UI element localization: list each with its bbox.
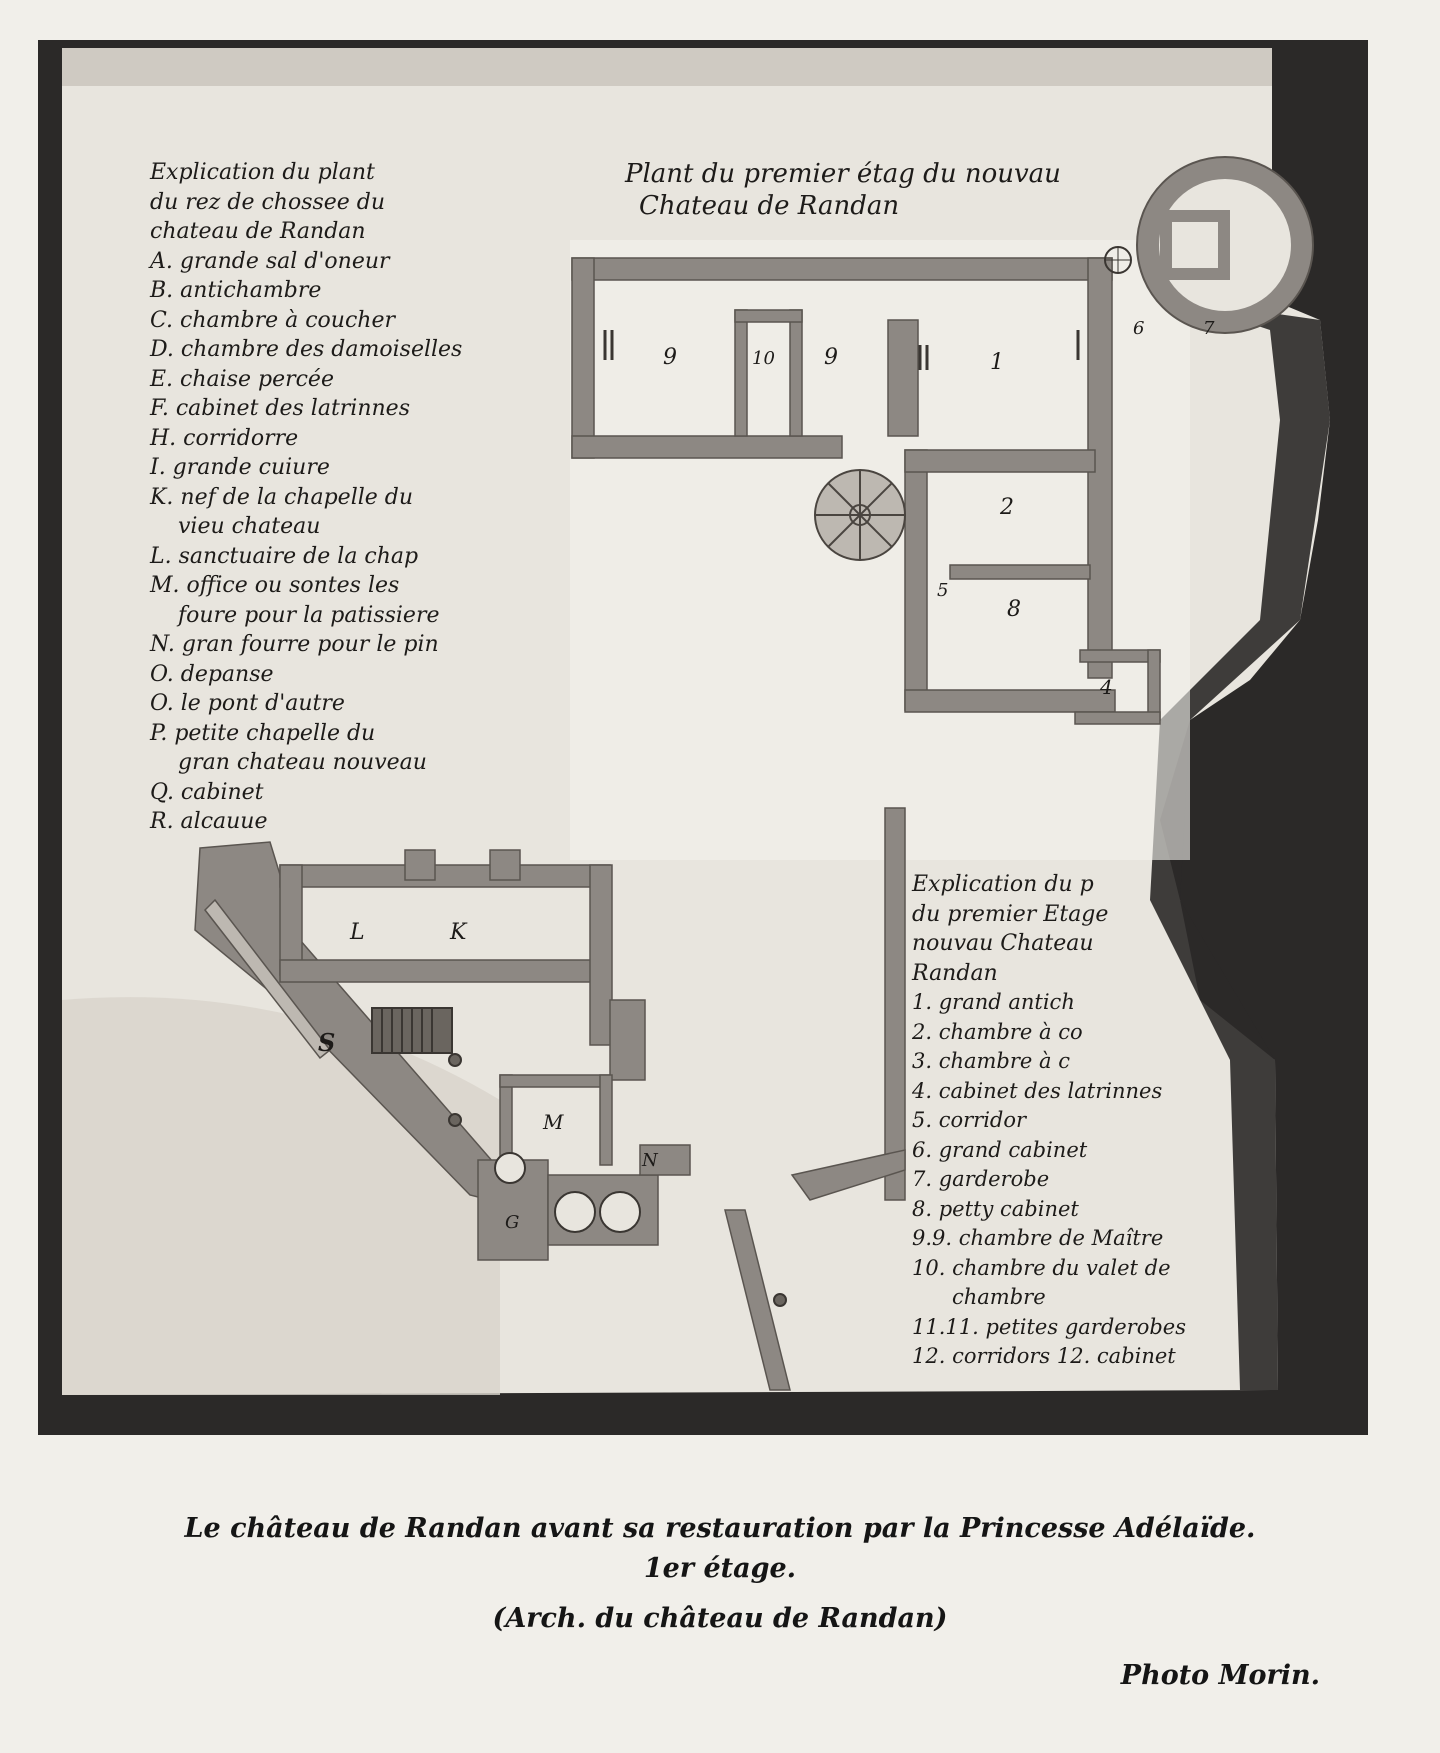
legend-item: 10. chambre du valet de [912, 1255, 1171, 1280]
room-label: 9 [663, 345, 677, 370]
wall [572, 258, 1112, 280]
legend-title-line: du premier Etage [912, 901, 1109, 927]
wall [735, 310, 747, 436]
legend-item: 5. corridor [912, 1108, 1027, 1132]
room-label: N [642, 1150, 658, 1171]
lower-staircase [372, 1008, 452, 1053]
legend-item: 11.11. petites garderobes [912, 1314, 1187, 1339]
legend-item: M. office ou sontes les [150, 573, 400, 598]
legend-item: R. alcauue [150, 809, 268, 834]
room-label: 10 [752, 348, 775, 369]
wall [735, 310, 802, 322]
legend-title-line: du rez de chossee du [150, 189, 386, 215]
room-label: K [450, 920, 467, 945]
right-legend [912, 870, 1292, 1372]
legend-title-line: chateau de Randan [150, 219, 366, 244]
legend-item: K. nef de la chapelle du [150, 484, 414, 510]
wall [905, 450, 1095, 472]
plan-title-line: Plant du premier étag du nouvau [625, 159, 1061, 189]
room-label: 5 [937, 580, 949, 601]
legend-item: C. chambre à coucher [150, 307, 395, 333]
legend-item: vieu chateau [178, 514, 321, 539]
wall [905, 690, 1115, 712]
legend-item: 12. corridors 12. cabinet [912, 1344, 1176, 1368]
legend-item: 4. cabinet des latrinnes [912, 1078, 1163, 1103]
legend-title-line: Explication du plant [150, 160, 375, 185]
legend-item: gran chateau nouveau [178, 750, 427, 775]
left-legend [150, 158, 530, 837]
wall [888, 320, 918, 436]
caption-floor: 1er étage. [643, 1553, 797, 1584]
legend-item: O. le pont d'autre [150, 691, 345, 716]
legend-item: 8. petty cabinet [912, 1196, 1079, 1221]
legend-item: 6. grand cabinet [912, 1137, 1088, 1162]
wall [572, 436, 842, 458]
legend-item: 1. grand antich [912, 990, 1075, 1014]
room-label: 8 [1007, 597, 1021, 622]
stain-band-top [62, 48, 1272, 86]
legend-item: 2. chambre à co [912, 1019, 1083, 1044]
wall [572, 258, 594, 458]
wall [905, 450, 927, 710]
legend-item: D. chambre des damoiselles [150, 337, 463, 362]
legend-item: A. grande sal d'oneur [150, 248, 390, 274]
legend-item: O. depanse [150, 661, 274, 687]
legend-item: B. antichambre [150, 278, 322, 303]
legend-item: Q. cabinet [150, 779, 264, 805]
legend-item: 7. garderobe [912, 1167, 1050, 1191]
plan-title [625, 158, 1061, 222]
room-label: G [505, 1212, 520, 1233]
legend-item: N. gran fourre pour le pin [150, 632, 439, 657]
room-label: L [350, 920, 365, 945]
legend-item: H. corridorre [150, 425, 299, 451]
plan-title-line: Chateau de Randan [639, 191, 900, 221]
wall [790, 310, 802, 436]
room-label: 6 [1133, 318, 1145, 339]
legend-title-line: nouvau Chateau [912, 931, 1094, 956]
caption-title: Le château de Randan avant sa restauration par la Princesse Adélaïde. [184, 1513, 1256, 1544]
legend-item: L. sanctuaire de la chap [150, 543, 419, 569]
legend-item: P. petite chapelle du [150, 720, 376, 746]
room-label: S [318, 1028, 336, 1057]
room-label: 9 [824, 345, 838, 370]
room-label: M [543, 1110, 564, 1134]
legend-item: I. grande cuiure [150, 455, 330, 480]
caption-source: (Arch. du château de Randan) [492, 1603, 948, 1634]
legend-item: E. chaise percée [150, 366, 334, 392]
room-label: 2 [1000, 495, 1014, 520]
legend-title-line: Randan [912, 960, 998, 986]
wall [1075, 712, 1160, 724]
wall [1148, 650, 1160, 720]
spiral-staircase [815, 470, 905, 560]
legend-item: 9.9. chambre de Maître [912, 1226, 1164, 1250]
legend-item: chambre [952, 1285, 1046, 1309]
wall [950, 565, 1090, 579]
legend-item: F. cabinet des latrinnes [150, 396, 410, 421]
legend-item: 3. chambre à c [912, 1049, 1070, 1073]
room-label: 7 [1203, 318, 1215, 339]
room-label: 1 [990, 350, 1004, 375]
room-label: 4 [1100, 675, 1113, 699]
legend-item: foure pour la patissiere [178, 602, 440, 628]
legend-title-line: Explication du p [912, 872, 1094, 897]
photo-credit: Photo Morin. [1120, 1660, 1320, 1691]
